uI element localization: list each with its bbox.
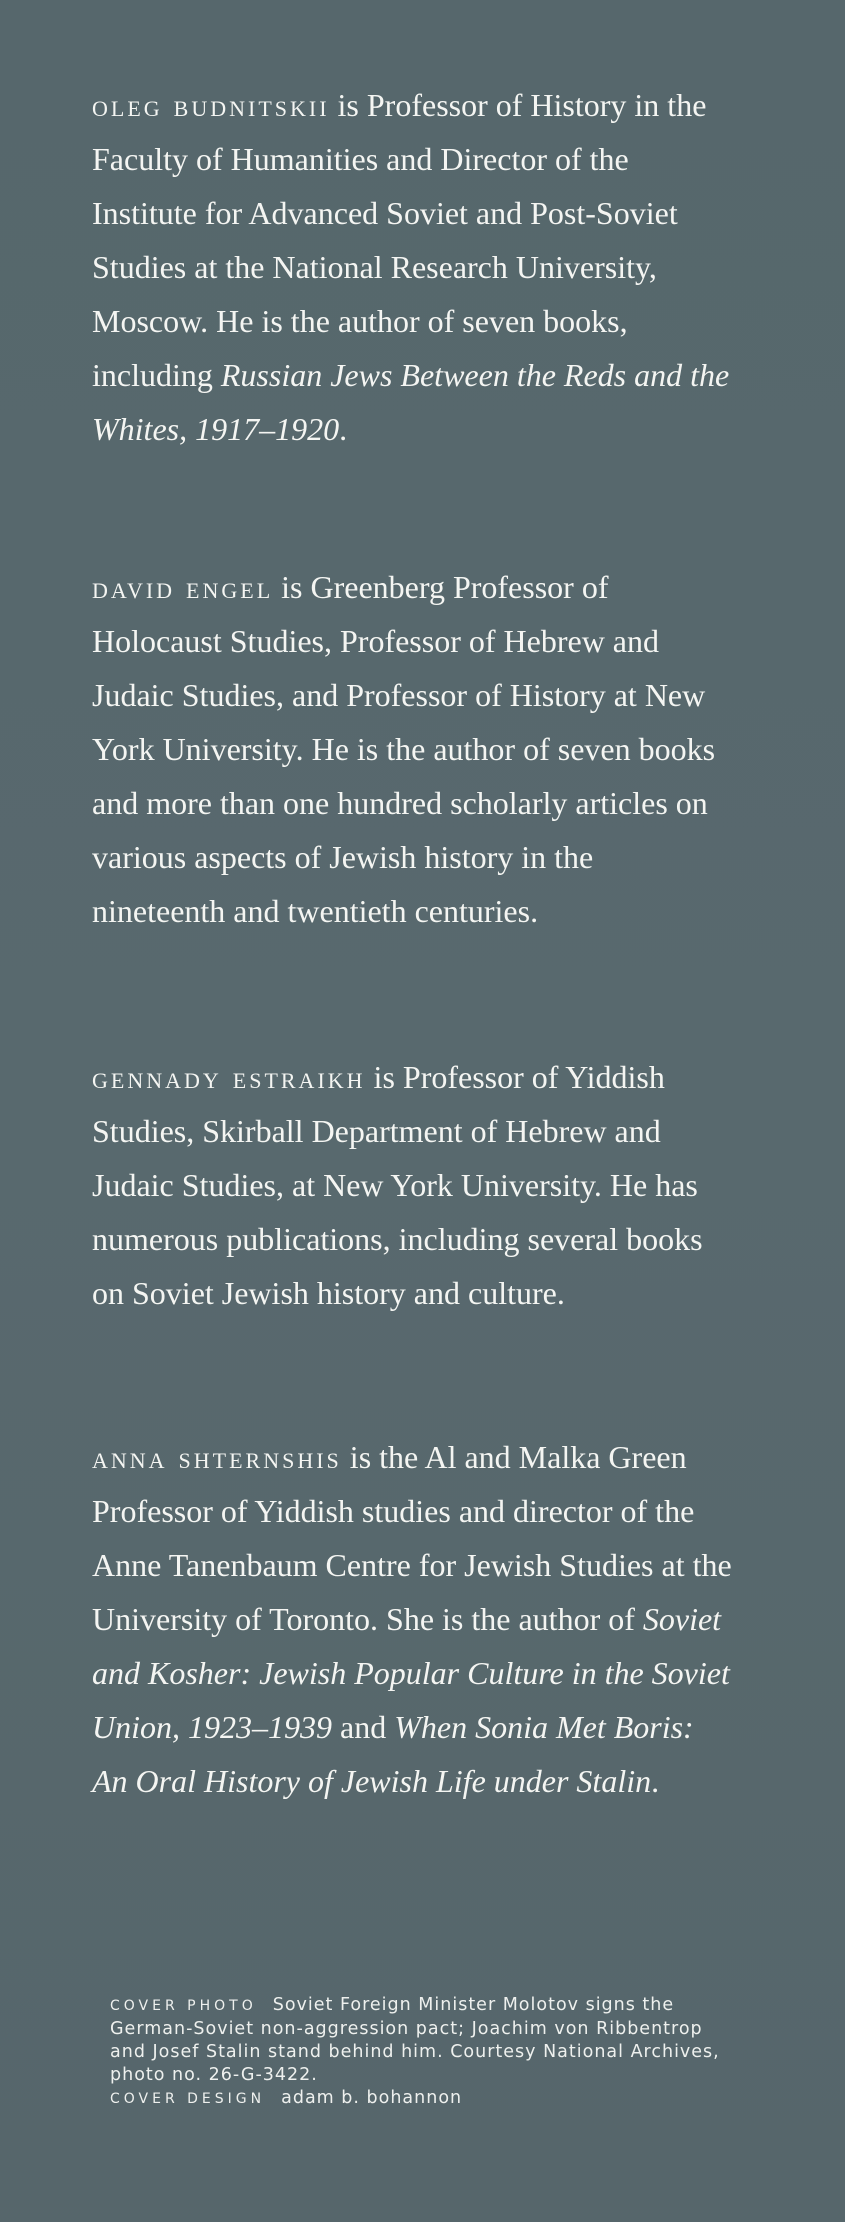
cover-design-label: COVER DESIGN <box>110 2091 266 2107</box>
cover-photo-credit <box>110 1994 730 2087</box>
cover-photo-label: COVER PHOTO <box>110 1998 257 2014</box>
author-bio-budnitskii <box>92 78 732 456</box>
cover-design-credit <box>110 2087 730 2111</box>
bio-text-middle: and <box>332 1709 395 1745</box>
cover-photo-text: Soviet Foreign Minister Molotov signs the German-Soviet non-aggression pact; Joachim von Ribbentrop and Josef Stalin stand behind him. Courtesy National Archives, photo no. 26-G-3422. <box>110 1995 720 2085</box>
bio-text-end: . <box>651 1763 660 1799</box>
bio-text: is Professor of Yiddish Studies, Skirball Department of Hebrew and Judaic Studies, at New York University. He has numerous publications, including several books on Soviet Jewish history and culture. <box>92 1059 703 1311</box>
cover-credits <box>110 1994 730 2111</box>
bio-text: is Greenberg Professor of Holocaust Studies, Professor of Hebrew and Judaic Studies, and Professor of History at New York University. He is the author of seven books and more than one hundred scholarly articles on various aspects of Jewish history in the nineteenth and twentieth centuries. <box>92 569 716 929</box>
author-bio-estraikh <box>92 1050 732 1320</box>
author-name: gennady estraikh <box>92 1059 366 1095</box>
author-name: oleg budnitskii <box>92 87 330 123</box>
book-title: Russian Jews Between the Reds and the Whites, 1917–1920 <box>92 357 730 447</box>
bio-text: is Professor of History in the Faculty of Humanities and Director of the Institute for Advanced Soviet and Post-Soviet Studies at the National Research University, Moscow. He is the author of seven books, including <box>92 87 707 393</box>
author-name: david engel <box>92 569 274 605</box>
bio-text: is the Al and Malka Green Professor of Yiddish studies and director of the Anne Tanenbaum Centre for Jewish Studies at the University of Toronto. She is the author of <box>92 1439 732 1637</box>
cover-design-text: adam b. bohannon <box>281 2088 463 2108</box>
author-bio-shternshis <box>92 1430 732 1808</box>
book-title: When Sonia Met Boris: An Oral History of Jewish Life under Stalin <box>92 1709 694 1799</box>
book-title: Soviet and Kosher: Jewish Popular Culture in the Soviet Union, 1923–1939 <box>92 1601 730 1745</box>
author-bio-engel <box>92 560 732 938</box>
bio-text-end: . <box>339 411 348 447</box>
author-name: anna shternshis <box>92 1439 342 1475</box>
